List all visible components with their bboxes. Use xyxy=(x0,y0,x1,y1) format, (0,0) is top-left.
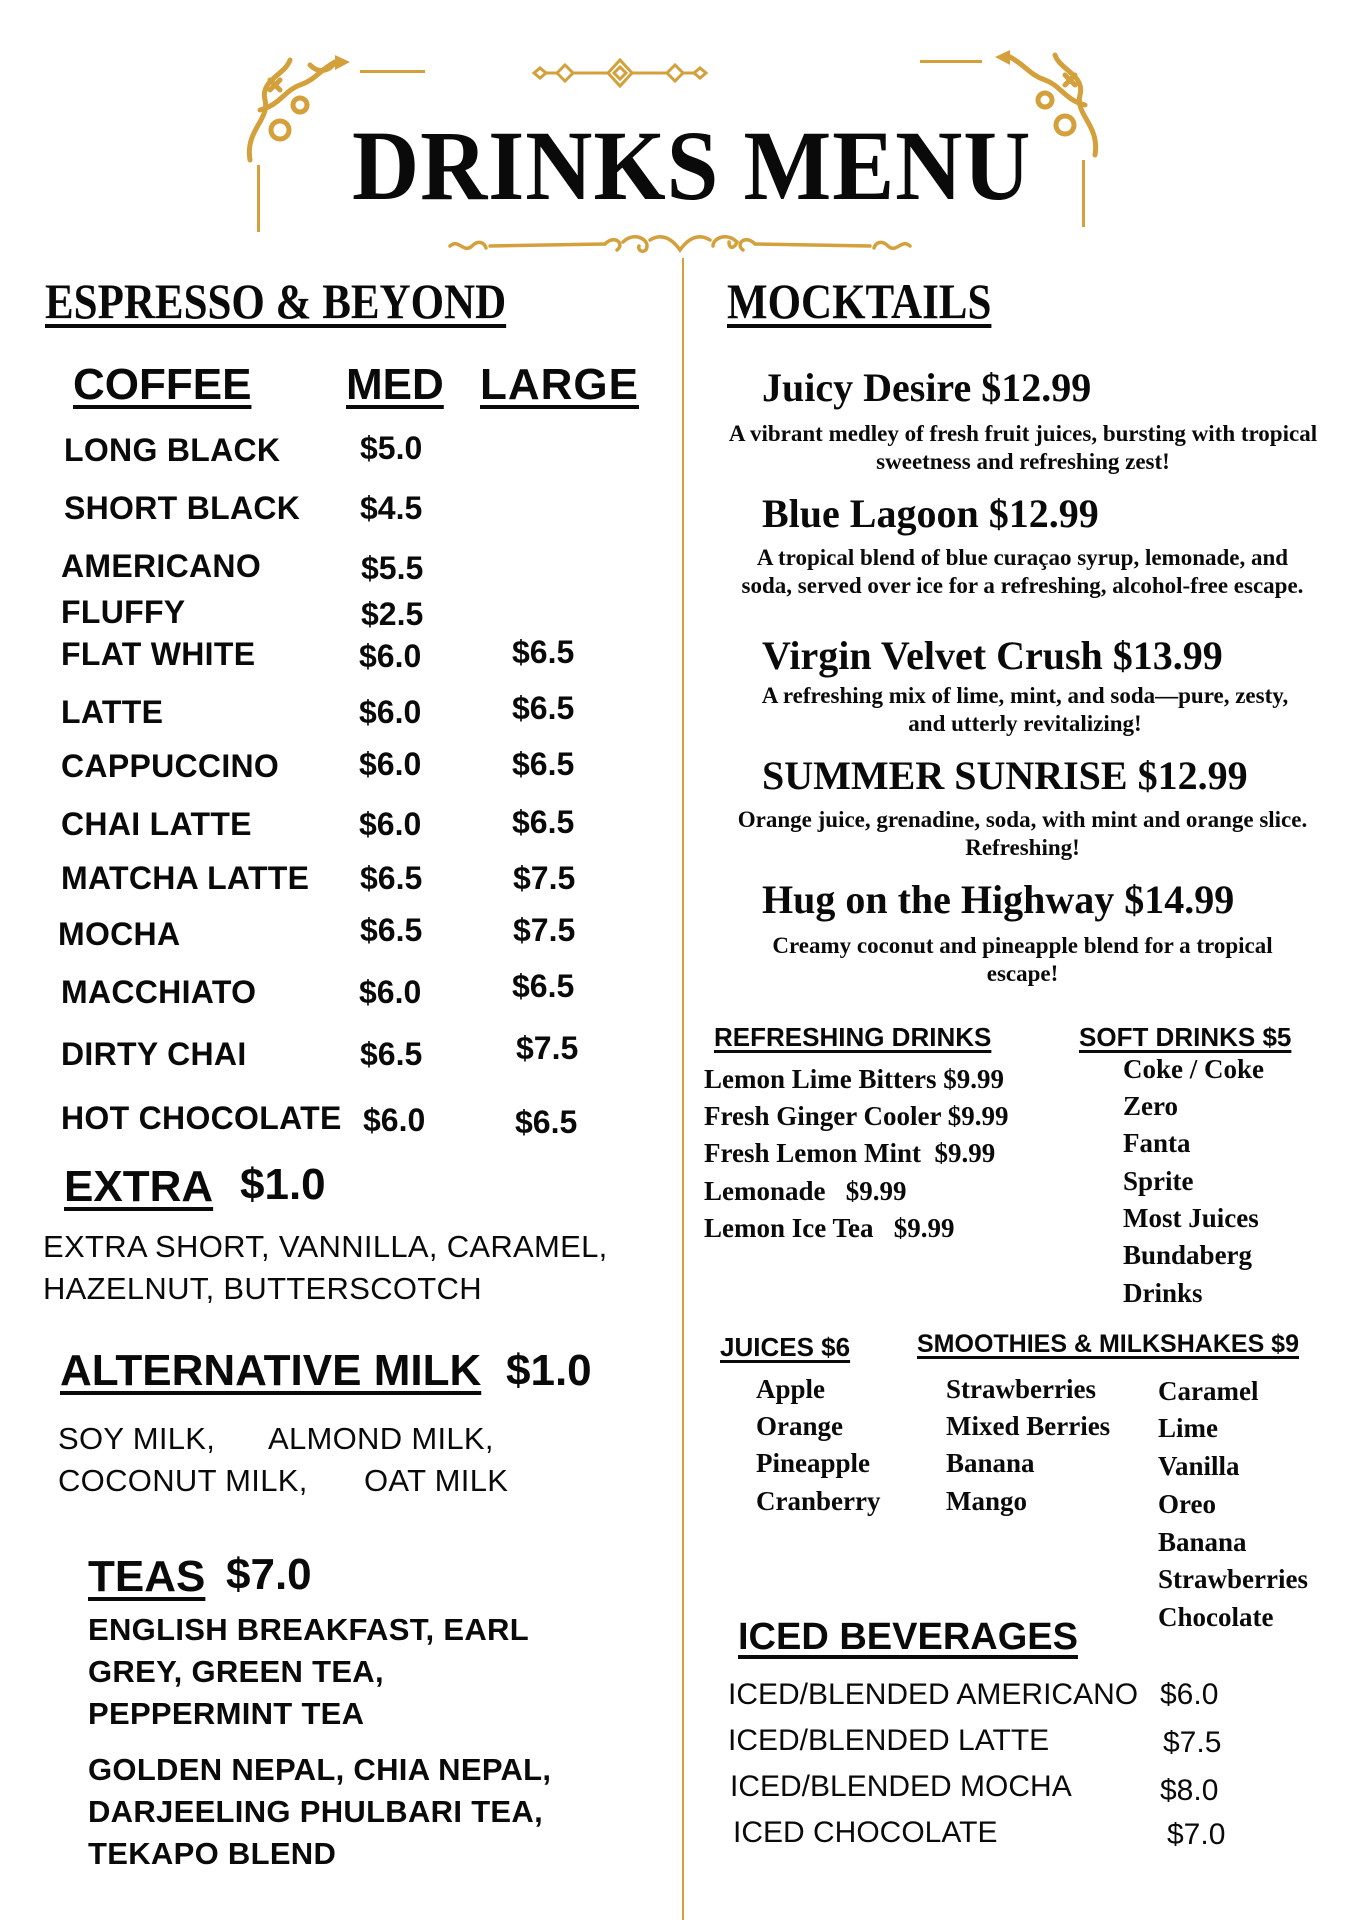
section-title-teas: TEAS xyxy=(88,1552,206,1601)
column-divider xyxy=(682,258,684,1920)
coffee-item-name: HOT CHOCOLATE xyxy=(61,1100,342,1136)
coffee-large-price: $6.5 xyxy=(512,804,575,840)
top-right-rule xyxy=(920,60,982,63)
soft-drink-item: Bundaberg xyxy=(1123,1240,1253,1270)
extra-line: EXTRA SHORT, VANNILLA, CARAMEL, xyxy=(43,1229,608,1264)
soft-drink-item: Coke / Coke xyxy=(1123,1054,1264,1084)
iced-item-price: $6.0 xyxy=(1160,1678,1219,1711)
coffee-large-price: $6.5 xyxy=(512,690,575,726)
soft-drink-item: Most Juices xyxy=(1123,1203,1259,1233)
refreshing-item: Fresh Lemon Mint $9.99 xyxy=(704,1138,996,1168)
tea-line: ENGLISH BREAKFAST, EARL xyxy=(88,1612,529,1647)
coffee-med-price: $5.5 xyxy=(361,550,424,586)
milkshake-item: Banana xyxy=(1158,1527,1247,1557)
top-left-rule xyxy=(360,70,425,73)
coffee-item-name: DIRTY CHAI xyxy=(61,1036,247,1072)
iced-item-price: $7.0 xyxy=(1167,1818,1226,1851)
coffee-large-price: $6.5 xyxy=(512,746,575,782)
mocktail-description: A refreshing mix of lime, mint, and soda—pure, zesty, and utterly revitalizing! xyxy=(761,683,1289,736)
mocktail-description: A vibrant medley of fresh fruit juices, bursting with tropical sweetness and refreshing zest! xyxy=(728,421,1318,474)
smoothie-item: Mango xyxy=(946,1486,1027,1516)
coffee-item-name: MACCHIATO xyxy=(61,974,257,1010)
coffee-item-name: LATTE xyxy=(61,694,164,730)
milkshake-item: Lime xyxy=(1158,1413,1218,1443)
coffee-item-name: SHORT BLACK xyxy=(64,490,301,526)
mocktail-name: Virgin Velvet Crush $13.99 xyxy=(762,633,1223,678)
section-title-alternative-milk: ALTERNATIVE MILK xyxy=(60,1346,482,1395)
coffee-large-price: $7.5 xyxy=(513,912,576,948)
milkshake-item: Strawberries xyxy=(1158,1564,1308,1594)
coffee-large-price: $6.5 xyxy=(512,968,575,1004)
coffee-item-name: LONG BLACK xyxy=(64,432,281,468)
refreshing-item: Fresh Ginger Cooler $9.99 xyxy=(704,1101,1009,1131)
alt-milk-price: $1.0 xyxy=(506,1346,592,1395)
coffee-med-price: $2.5 xyxy=(361,596,424,632)
section-title-smoothies-milkshakes: SMOOTHIES & MILKSHAKES $9 xyxy=(917,1330,1299,1358)
section-title-espresso: ESPRESSO & BEYOND xyxy=(45,273,507,329)
juice-item: Cranberry xyxy=(756,1486,881,1516)
section-title-iced-beverages: ICED BEVERAGES xyxy=(738,1616,1078,1658)
coffee-med-price: $6.0 xyxy=(359,806,422,842)
soft-drink-item: Sprite xyxy=(1123,1166,1194,1196)
coffee-med-price: $6.5 xyxy=(360,860,423,896)
milk-option: ALMOND MILK, xyxy=(268,1421,494,1456)
smoothie-item: Strawberries xyxy=(946,1374,1096,1404)
tea-line: DARJEELING PHULBARI TEA, xyxy=(88,1794,544,1829)
milk-option: SOY MILK, xyxy=(58,1421,216,1456)
tea-line: GREY, GREEN TEA, xyxy=(88,1654,384,1689)
section-title-mocktails: MOCKTAILS xyxy=(727,273,992,329)
coffee-item-name: MOCHA xyxy=(58,916,181,952)
tea-line: GOLDEN NEPAL, CHIA NEPAL, xyxy=(88,1752,552,1787)
section-title-soft-drinks: SOFT DRINKS $5 xyxy=(1079,1022,1292,1052)
milkshake-item: Vanilla xyxy=(1158,1451,1240,1481)
smoothie-item: Banana xyxy=(946,1448,1035,1478)
column-header-large: LARGE xyxy=(480,360,639,409)
page-title: DRINKS MENU xyxy=(352,110,1032,221)
iced-item-name: ICED/BLENDED AMERICANO xyxy=(728,1678,1139,1711)
mocktail-name: Blue Lagoon $12.99 xyxy=(762,491,1099,536)
column-header-coffee: COFFEE xyxy=(73,360,252,409)
coffee-med-price: $6.0 xyxy=(359,974,422,1010)
coffee-med-price: $6.0 xyxy=(359,638,422,674)
left-frame-line xyxy=(257,165,260,232)
refreshing-item: Lemonade $9.99 xyxy=(704,1176,907,1206)
coffee-item-name: FLAT WHITE xyxy=(61,636,256,672)
coffee-med-price: $6.5 xyxy=(360,1036,423,1072)
scroll-divider-ornament-icon xyxy=(445,228,915,264)
coffee-med-price: $6.0 xyxy=(359,694,422,730)
coffee-large-price: $6.5 xyxy=(512,634,575,670)
teas-price: $7.0 xyxy=(226,1550,312,1599)
tea-line: PEPPERMINT TEA xyxy=(88,1696,365,1731)
iced-item-name: ICED/BLENDED MOCHA xyxy=(730,1770,1072,1803)
milkshake-item: Caramel xyxy=(1158,1376,1259,1406)
right-frame-line xyxy=(1082,160,1085,227)
refreshing-item: Lemon Lime Bitters $9.99 xyxy=(704,1064,1004,1094)
extra-line: HAZELNUT, BUTTERSCOTCH xyxy=(43,1271,482,1306)
coffee-med-price: $5.0 xyxy=(360,430,423,466)
mocktail-name: SUMMER SUNRISE $12.99 xyxy=(762,753,1248,798)
mocktail-name: Juicy Desire $12.99 xyxy=(762,365,1092,410)
coffee-item-name: CAPPUCCINO xyxy=(61,748,280,784)
juice-item: Pineapple xyxy=(756,1448,871,1478)
mocktail-description: Creamy coconut and pineapple blend for a tropical escape! xyxy=(772,933,1273,986)
extra-price: $1.0 xyxy=(240,1160,326,1209)
coffee-large-price: $6.5 xyxy=(515,1104,578,1140)
coffee-item-name: CHAI LATTE xyxy=(61,806,252,842)
column-header-med: MED xyxy=(346,360,444,409)
mocktail-description: Orange juice, grenadine, soda, with mint and orange slice. Refreshing! xyxy=(737,807,1308,860)
mocktail-description: A tropical blend of blue curaçao syrup, lemonade, and soda, served over ice for a refreshing, alcohol-free escape. xyxy=(741,545,1304,598)
juice-item: Orange xyxy=(756,1411,843,1441)
section-title-refreshing-drinks: REFRESHING DRINKS xyxy=(714,1022,992,1052)
top-left-corner-ornament-icon xyxy=(240,50,370,170)
coffee-item-name: FLUFFY xyxy=(61,594,186,630)
milkshake-item: Chocolate xyxy=(1158,1602,1274,1632)
coffee-med-price: $4.5 xyxy=(360,490,423,526)
milkshake-item: Oreo xyxy=(1158,1489,1216,1519)
coffee-med-price: $6.0 xyxy=(359,746,422,782)
coffee-med-price: $6.5 xyxy=(360,912,423,948)
coffee-med-price: $6.0 xyxy=(363,1102,426,1138)
coffee-large-price: $7.5 xyxy=(513,860,576,896)
milk-option: OAT MILK xyxy=(364,1463,509,1498)
tea-line: TEKAPO BLEND xyxy=(88,1836,337,1871)
refreshing-item: Lemon Ice Tea $9.99 xyxy=(704,1213,955,1243)
top-center-diamond-ornament-icon xyxy=(530,56,710,90)
mocktail-name: Hug on the Highway $14.99 xyxy=(762,877,1235,922)
section-title-juices: JUICES $6 xyxy=(720,1332,851,1362)
iced-item-name: ICED CHOCOLATE xyxy=(733,1816,998,1849)
soft-drink-item: Zero xyxy=(1123,1091,1178,1121)
coffee-item-name: AMERICANO xyxy=(61,548,262,584)
section-title-extra: EXTRA xyxy=(64,1162,214,1211)
soft-drink-item: Fanta xyxy=(1123,1128,1191,1158)
coffee-large-price: $7.5 xyxy=(516,1030,579,1066)
soft-drink-item: Drinks xyxy=(1123,1278,1203,1308)
coffee-item-name: MATCHA LATTE xyxy=(61,860,310,896)
smoothie-item: Mixed Berries xyxy=(946,1411,1111,1441)
juice-item: Apple xyxy=(756,1374,826,1404)
iced-item-price: $7.5 xyxy=(1163,1726,1222,1759)
iced-item-name: ICED/BLENDED LATTE xyxy=(728,1724,1050,1757)
milk-option: COCONUT MILK, xyxy=(58,1463,308,1498)
iced-item-price: $8.0 xyxy=(1160,1774,1219,1807)
